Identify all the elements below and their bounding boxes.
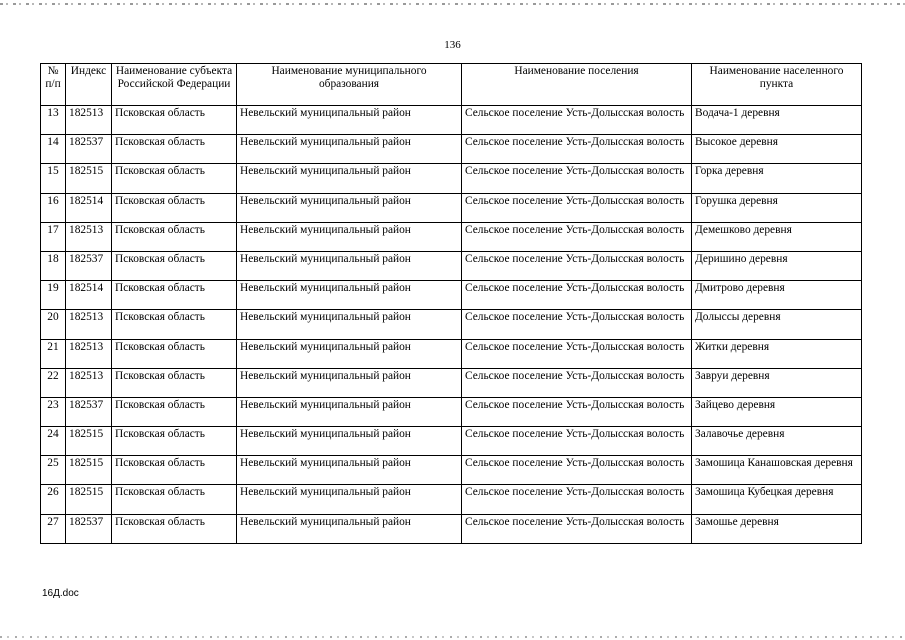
cell-subject: Псковская область <box>112 193 237 222</box>
cell-subject: Псковская область <box>112 310 237 339</box>
table-row <box>41 514 862 543</box>
cell-place: Житки деревня <box>692 339 862 368</box>
cell-number: 22 <box>41 368 66 397</box>
cell-municipality: Невельский муниципальный район <box>237 222 462 251</box>
cell-municipality: Невельский муниципальный район <box>237 514 462 543</box>
cell-subject: Псковская область <box>112 368 237 397</box>
cell-subject: Псковская область <box>112 485 237 514</box>
cell-index: 182515 <box>66 485 112 514</box>
table-row <box>41 339 862 368</box>
cell-settlement: Сельское поселение Усть-Долысская волость <box>462 106 692 135</box>
header-place: Наименование населенного пункта <box>692 64 862 106</box>
cell-number: 20 <box>41 310 66 339</box>
page-number: 136 <box>444 39 461 51</box>
table-row <box>41 251 862 280</box>
cell-index: 182515 <box>66 427 112 456</box>
cell-municipality: Невельский муниципальный район <box>237 310 462 339</box>
cell-place: Демешково деревня <box>692 222 862 251</box>
cell-municipality: Невельский муниципальный район <box>237 456 462 485</box>
cell-municipality: Невельский муниципальный район <box>237 368 462 397</box>
table-row <box>41 164 862 193</box>
cell-index: 182513 <box>66 339 112 368</box>
cell-index: 182513 <box>66 368 112 397</box>
cell-index: 182537 <box>66 251 112 280</box>
cell-number: 24 <box>41 427 66 456</box>
cell-place: Завруи деревня <box>692 368 862 397</box>
cell-municipality: Невельский муниципальный район <box>237 251 462 280</box>
table-row <box>41 193 862 222</box>
table-header-row <box>41 64 862 106</box>
cell-index: 182515 <box>66 456 112 485</box>
table-row <box>41 281 862 310</box>
cell-place: Залавочье деревня <box>692 427 862 456</box>
cell-subject: Псковская область <box>112 514 237 543</box>
cell-settlement: Сельское поселение Усть-Долысская волость <box>462 427 692 456</box>
cell-number: 27 <box>41 514 66 543</box>
cell-place: Дмитрово деревня <box>692 281 862 310</box>
cell-number: 23 <box>41 397 66 426</box>
cell-municipality: Невельский муниципальный район <box>237 485 462 514</box>
cell-place: Горка деревня <box>692 164 862 193</box>
table-row <box>41 427 862 456</box>
cell-settlement: Сельское поселение Усть-Долысская волость <box>462 222 692 251</box>
cell-settlement: Сельское поселение Усть-Долысская волость <box>462 135 692 164</box>
cell-municipality: Невельский муниципальный район <box>237 135 462 164</box>
cell-subject: Псковская область <box>112 427 237 456</box>
cell-settlement: Сельское поселение Усть-Долысская волость <box>462 339 692 368</box>
cell-number: 21 <box>41 339 66 368</box>
cell-place: Замошье деревня <box>692 514 862 543</box>
table-row <box>41 485 862 514</box>
cell-subject: Псковская область <box>112 164 237 193</box>
cell-settlement: Сельское поселение Усть-Долысская волость <box>462 456 692 485</box>
cell-number: 14 <box>41 135 66 164</box>
cell-place: Замошица Кубецкая деревня <box>692 485 862 514</box>
table-row <box>41 135 862 164</box>
cell-subject: Псковская область <box>112 397 237 426</box>
cell-subject: Псковская область <box>112 339 237 368</box>
cell-number: 16 <box>41 193 66 222</box>
cell-index: 182515 <box>66 164 112 193</box>
cell-place: Деришино деревня <box>692 251 862 280</box>
cell-settlement: Сельское поселение Усть-Долысская волость <box>462 397 692 426</box>
cell-index: 182513 <box>66 310 112 339</box>
cell-municipality: Невельский муниципальный район <box>237 106 462 135</box>
cell-settlement: Сельское поселение Усть-Долысская волость <box>462 514 692 543</box>
settlements-table <box>40 63 862 544</box>
cell-place: Замошица Канашовская деревня <box>692 456 862 485</box>
header-subject: Наименование субъекта Российской Федерации <box>112 64 237 106</box>
cell-number: 19 <box>41 281 66 310</box>
header-settlement: Наименование поселения <box>462 64 692 106</box>
cell-settlement: Сельское поселение Усть-Долысская волость <box>462 485 692 514</box>
cell-subject: Псковская область <box>112 281 237 310</box>
cell-number: 26 <box>41 485 66 514</box>
cell-index: 182514 <box>66 281 112 310</box>
cell-settlement: Сельское поселение Усть-Долысская волость <box>462 164 692 193</box>
cell-municipality: Невельский муниципальный район <box>237 397 462 426</box>
header-index: Индекс <box>66 64 112 106</box>
cell-place: Долыссы деревня <box>692 310 862 339</box>
cell-subject: Псковская область <box>112 135 237 164</box>
cell-subject: Псковская область <box>112 251 237 280</box>
cell-number: 17 <box>41 222 66 251</box>
cell-settlement: Сельское поселение Усть-Долысская волость <box>462 368 692 397</box>
cell-index: 182537 <box>66 135 112 164</box>
cell-place: Водача-1 деревня <box>692 106 862 135</box>
table-row <box>41 106 862 135</box>
cell-municipality: Невельский муниципальный район <box>237 427 462 456</box>
table-row <box>41 456 862 485</box>
cell-place: Горушка деревня <box>692 193 862 222</box>
table-row <box>41 368 862 397</box>
cell-subject: Псковская область <box>112 456 237 485</box>
cell-subject: Псковская область <box>112 222 237 251</box>
cell-index: 182513 <box>66 106 112 135</box>
scan-edge-bottom <box>0 636 905 638</box>
cell-number: 18 <box>41 251 66 280</box>
cell-index: 182537 <box>66 514 112 543</box>
cell-number: 13 <box>41 106 66 135</box>
cell-index: 182513 <box>66 222 112 251</box>
cell-settlement: Сельское поселение Усть-Долысская волость <box>462 193 692 222</box>
cell-place: Зайцево деревня <box>692 397 862 426</box>
table-row <box>41 310 862 339</box>
cell-index: 182537 <box>66 397 112 426</box>
cell-number: 15 <box>41 164 66 193</box>
cell-index: 182514 <box>66 193 112 222</box>
header-number: № п/п <box>41 64 66 106</box>
table-row <box>41 222 862 251</box>
cell-municipality: Невельский муниципальный район <box>237 193 462 222</box>
cell-municipality: Невельский муниципальный район <box>237 281 462 310</box>
cell-place: Высокое деревня <box>692 135 862 164</box>
cell-settlement: Сельское поселение Усть-Долысская волость <box>462 251 692 280</box>
header-municipality: Наименование муниципального образования <box>237 64 462 106</box>
cell-subject: Псковская область <box>112 106 237 135</box>
cell-settlement: Сельское поселение Усть-Долысская волость <box>462 310 692 339</box>
footer-filename: 16Д.doc <box>42 588 79 599</box>
cell-municipality: Невельский муниципальный район <box>237 164 462 193</box>
table-row <box>41 397 862 426</box>
scan-edge-top <box>0 3 905 5</box>
cell-number: 25 <box>41 456 66 485</box>
cell-municipality: Невельский муниципальный район <box>237 339 462 368</box>
cell-settlement: Сельское поселение Усть-Долысская волость <box>462 281 692 310</box>
